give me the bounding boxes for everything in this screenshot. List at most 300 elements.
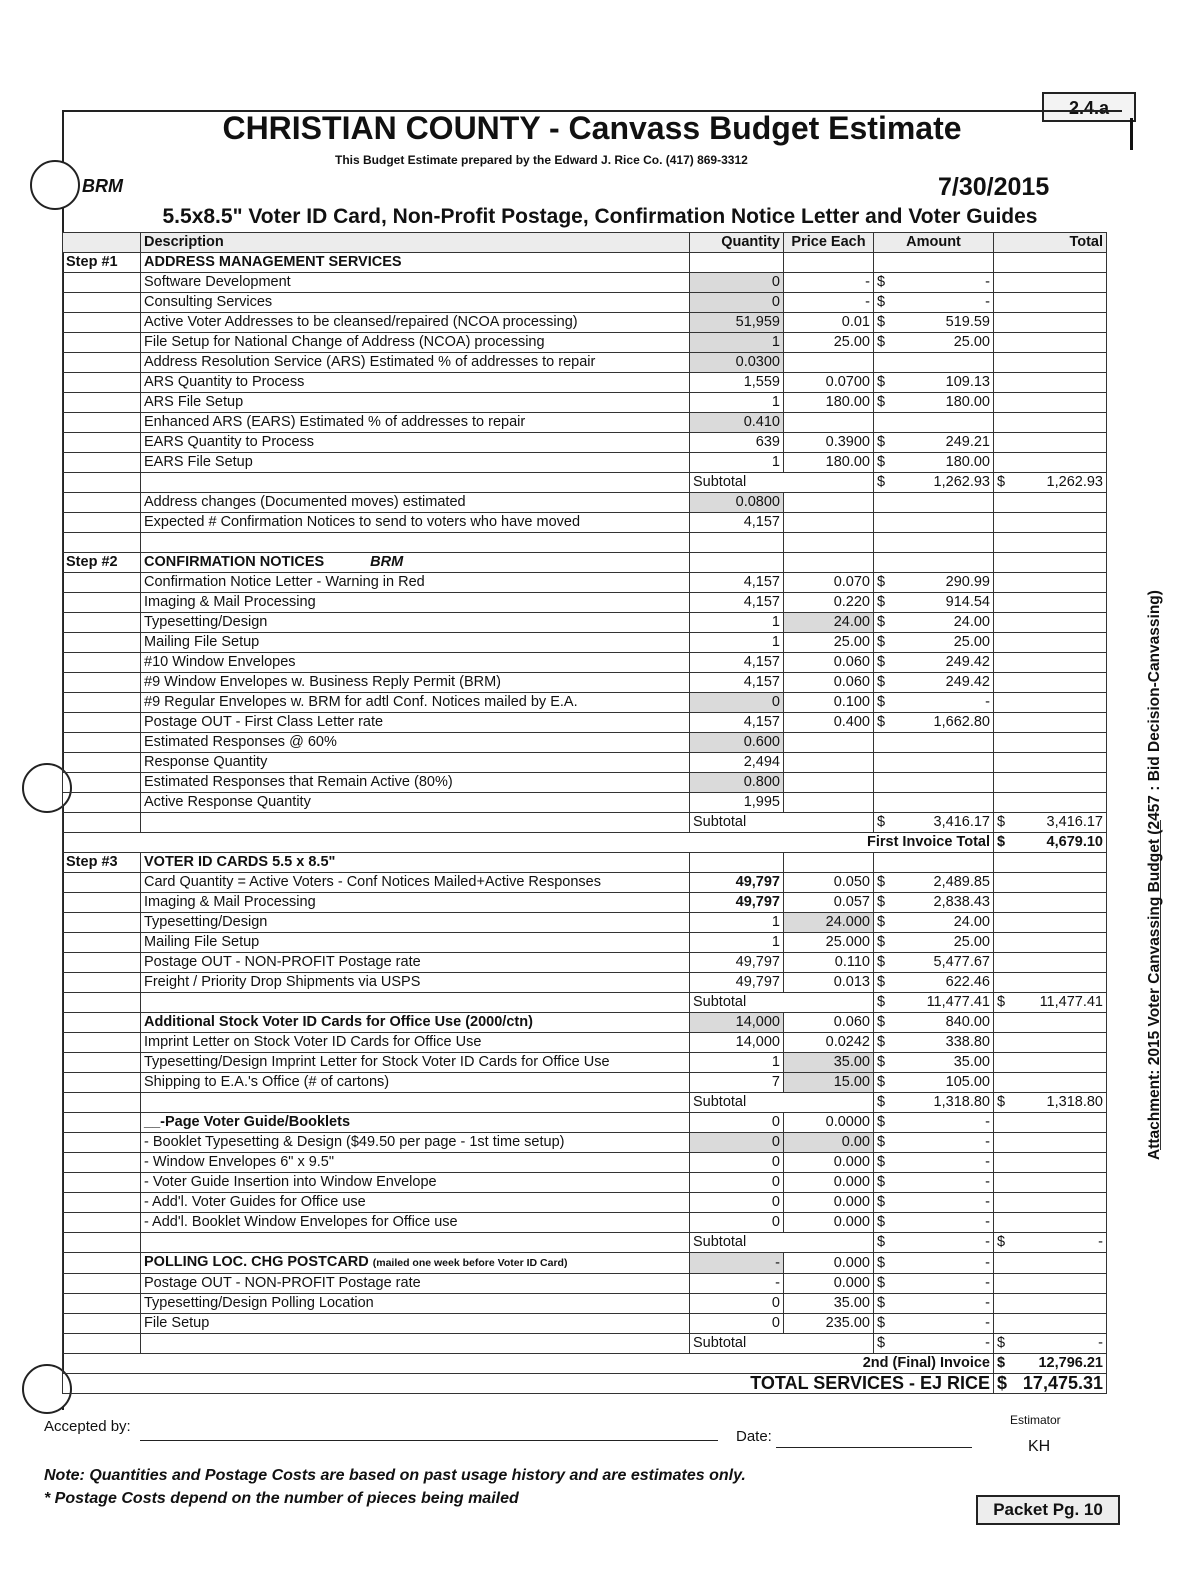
dollar-sign: $ bbox=[877, 934, 886, 950]
amount-value: 1,318.80 bbox=[933, 1094, 990, 1110]
description-cell bbox=[141, 733, 690, 753]
amount-cell bbox=[874, 773, 994, 793]
description-cell bbox=[141, 1334, 690, 1354]
price-cell bbox=[784, 793, 874, 813]
description-text: Active Voter Addresses to be cleansed/repaired (NCOA processing) bbox=[144, 314, 578, 330]
amount-value: - bbox=[985, 1295, 990, 1311]
dollar-sign: $ bbox=[877, 954, 886, 970]
total-cell bbox=[994, 553, 1107, 573]
amount-value: - bbox=[985, 274, 990, 290]
price-cell bbox=[784, 913, 874, 933]
description-cell bbox=[141, 1053, 690, 1073]
total-cell bbox=[994, 1153, 1107, 1173]
quantity-value: 7 bbox=[771, 1074, 780, 1090]
step-cell bbox=[63, 1113, 141, 1133]
invoice-total-text: 2nd (Final) Invoice bbox=[862, 1355, 990, 1371]
table-row bbox=[63, 673, 1107, 693]
amount-cell bbox=[874, 1053, 994, 1073]
step-cell bbox=[63, 873, 141, 893]
total-cell bbox=[994, 1053, 1107, 1073]
subtotal-label: Subtotal bbox=[693, 1335, 747, 1351]
dollar-sign: $ bbox=[877, 1295, 886, 1311]
amount-value: - bbox=[985, 694, 990, 710]
amount-cell bbox=[874, 1033, 994, 1053]
dollar-sign: $ bbox=[997, 1094, 1006, 1110]
estimator-label: Estimator bbox=[1010, 1413, 1061, 1427]
description-cell bbox=[141, 713, 690, 733]
table-row bbox=[63, 1253, 1107, 1274]
dollar-sign: $ bbox=[877, 334, 886, 350]
price-value: 180.00 bbox=[825, 454, 870, 470]
table-row bbox=[63, 633, 1107, 653]
description-cell bbox=[141, 453, 690, 473]
price-value: 0.057 bbox=[833, 894, 870, 910]
quantity-cell bbox=[690, 693, 784, 713]
price-value: 0.400 bbox=[833, 714, 870, 730]
step-cell bbox=[63, 1033, 141, 1053]
description-cell bbox=[141, 553, 690, 573]
description-text: Typesetting/Design Polling Location bbox=[144, 1295, 374, 1311]
amount-cell bbox=[874, 1113, 994, 1133]
packet-page: Packet Pg. 10 bbox=[976, 1495, 1120, 1525]
step-cell bbox=[63, 1013, 141, 1033]
total-cell bbox=[994, 393, 1107, 413]
price-value: 0.110 bbox=[834, 954, 870, 970]
total-cell bbox=[994, 1113, 1107, 1133]
description-text: Estimated Responses @ 60% bbox=[144, 734, 337, 750]
description-cell bbox=[141, 793, 690, 813]
price-value: 0.000 bbox=[833, 1194, 870, 1210]
description-text: Imprint Letter on Stock Voter ID Cards for Office Use bbox=[144, 1034, 482, 1050]
description-cell bbox=[141, 1133, 690, 1153]
quantity-value: 0 bbox=[771, 294, 780, 310]
table-row bbox=[63, 273, 1107, 293]
quantity-value: 1,995 bbox=[743, 794, 780, 810]
quantity-cell bbox=[690, 1153, 784, 1173]
price-value: 0.000 bbox=[833, 1214, 870, 1230]
total-cell bbox=[994, 313, 1107, 333]
description-text: VOTER ID CARDS 5.5 x 8.5" bbox=[144, 854, 336, 870]
amount-cell bbox=[874, 933, 994, 953]
total-value: - bbox=[1098, 1335, 1103, 1351]
description-cell bbox=[141, 1073, 690, 1093]
step-cell bbox=[63, 913, 141, 933]
step-cell bbox=[63, 733, 141, 753]
price-cell bbox=[784, 1274, 874, 1294]
step-cell bbox=[63, 893, 141, 913]
total-cell bbox=[994, 793, 1107, 813]
dollar-sign: $ bbox=[877, 714, 886, 730]
price-cell bbox=[784, 293, 874, 313]
description-cell bbox=[141, 273, 690, 293]
table-row bbox=[63, 533, 1107, 553]
table-row bbox=[63, 993, 1107, 1013]
price-cell bbox=[784, 1053, 874, 1073]
amount-value: 3,416.17 bbox=[933, 814, 990, 830]
amount-value: 249.21 bbox=[945, 434, 990, 450]
dollar-sign: $ bbox=[997, 1355, 1006, 1371]
header-amount: Amount bbox=[874, 233, 994, 253]
description-cell bbox=[141, 493, 690, 513]
table-row bbox=[63, 1334, 1107, 1354]
description-cell bbox=[141, 1213, 690, 1233]
quantity-cell bbox=[690, 493, 784, 513]
description-cell bbox=[141, 953, 690, 973]
amount-cell bbox=[874, 473, 994, 493]
step-cell bbox=[63, 1334, 141, 1354]
description-text: Confirmation Notice Letter - Warning in Red bbox=[144, 574, 425, 590]
total-value: 11,477.41 bbox=[1039, 994, 1103, 1010]
total-cell bbox=[994, 933, 1107, 953]
dollar-sign: $ bbox=[877, 654, 886, 670]
dollar-sign: $ bbox=[877, 1315, 886, 1331]
table-row bbox=[63, 773, 1107, 793]
price-value: 0.050 bbox=[833, 874, 870, 890]
total-cell bbox=[994, 493, 1107, 513]
quantity-cell bbox=[690, 273, 784, 293]
table-row bbox=[63, 313, 1107, 333]
total-cell bbox=[994, 733, 1107, 753]
amount-value: 914.54 bbox=[945, 594, 990, 610]
dollar-sign: $ bbox=[997, 474, 1006, 490]
quantity-cell bbox=[690, 973, 784, 993]
description-cell bbox=[141, 893, 690, 913]
price-cell bbox=[784, 313, 874, 333]
brm-label: BRM bbox=[82, 176, 123, 196]
price-cell bbox=[784, 273, 874, 293]
table-row bbox=[63, 1053, 1107, 1073]
amount-value: 25.00 bbox=[953, 634, 990, 650]
table-row bbox=[63, 613, 1107, 633]
amount-cell bbox=[874, 1133, 994, 1153]
price-cell bbox=[784, 753, 874, 773]
price-value: - bbox=[865, 294, 870, 310]
quantity-value: 4,157 bbox=[743, 594, 780, 610]
price-value: 25.000 bbox=[825, 934, 870, 950]
header-description: Description bbox=[141, 233, 690, 253]
total-value: 1,318.80 bbox=[1046, 1094, 1103, 1110]
description-cell bbox=[141, 593, 690, 613]
table-row bbox=[63, 1073, 1107, 1093]
price-value: 0.013 bbox=[833, 974, 870, 990]
amount-value: - bbox=[985, 1174, 990, 1190]
price-value: 24.00 bbox=[833, 614, 870, 630]
amount-cell bbox=[874, 393, 994, 413]
quantity-cell bbox=[690, 793, 784, 813]
table-row bbox=[63, 473, 1107, 493]
total-cell bbox=[994, 413, 1107, 433]
quantity-cell bbox=[690, 673, 784, 693]
amount-value: - bbox=[985, 1214, 990, 1230]
quantity-cell bbox=[690, 1294, 784, 1314]
quantity-cell bbox=[690, 1013, 784, 1033]
dollar-sign: $ bbox=[877, 1214, 886, 1230]
total-cell bbox=[994, 533, 1107, 553]
description-text: - Window Envelopes 6" x 9.5" bbox=[144, 1154, 335, 1170]
quantity-value: 0.0300 bbox=[735, 354, 780, 370]
total-cell bbox=[994, 853, 1107, 873]
quantity-cell bbox=[690, 773, 784, 793]
table-row bbox=[63, 1354, 1107, 1374]
description-cell bbox=[141, 693, 690, 713]
step-cell bbox=[63, 593, 141, 613]
quantity-value: - bbox=[775, 1254, 780, 1271]
step-cell bbox=[63, 653, 141, 673]
quantity-value: 0.600 bbox=[743, 734, 780, 750]
total-cell bbox=[994, 613, 1107, 633]
description-text: Active Response Quantity bbox=[144, 794, 311, 810]
total-cell bbox=[994, 1253, 1107, 1274]
price-cell bbox=[784, 593, 874, 613]
step-cell bbox=[63, 1253, 141, 1274]
description-cell bbox=[141, 253, 690, 273]
description-cell bbox=[141, 413, 690, 433]
total-cell bbox=[994, 713, 1107, 733]
table-row bbox=[63, 753, 1107, 773]
total-cell bbox=[994, 1233, 1107, 1253]
description-text: Typesetting/Design bbox=[144, 914, 268, 930]
description-cell bbox=[141, 1294, 690, 1314]
table-row bbox=[63, 1374, 1107, 1394]
table-row bbox=[63, 853, 1107, 873]
description-cell bbox=[141, 433, 690, 453]
price-value: 35.00 bbox=[833, 1295, 870, 1311]
step-cell bbox=[63, 973, 141, 993]
amount-cell bbox=[874, 353, 994, 373]
subtotal-label: Subtotal bbox=[693, 814, 747, 830]
table-row bbox=[63, 493, 1107, 513]
amount-value: - bbox=[985, 1154, 990, 1170]
amount-cell bbox=[874, 373, 994, 393]
amount-value: 2,838.43 bbox=[933, 894, 990, 910]
amount-cell bbox=[874, 593, 994, 613]
quantity-value: 0 bbox=[771, 1134, 780, 1150]
quantity-value: 51,959 bbox=[735, 314, 780, 330]
amount-cell bbox=[874, 873, 994, 893]
price-value: 0.3900 bbox=[825, 434, 870, 450]
total-cell bbox=[994, 773, 1107, 793]
step-label: Step #1 bbox=[66, 254, 118, 270]
step-cell bbox=[63, 373, 141, 393]
price-cell bbox=[784, 873, 874, 893]
subtotal-label: Subtotal bbox=[693, 1234, 747, 1250]
total-cell bbox=[994, 673, 1107, 693]
price-value: 0.000 bbox=[833, 1174, 870, 1190]
table-row bbox=[63, 453, 1107, 473]
dollar-sign: $ bbox=[877, 1074, 886, 1090]
price-cell bbox=[784, 1314, 874, 1334]
step-cell bbox=[63, 693, 141, 713]
description-text: ARS File Setup bbox=[144, 394, 244, 410]
quantity-cell bbox=[690, 953, 784, 973]
document-tag: 2.4.a bbox=[1042, 92, 1136, 122]
price-cell bbox=[784, 333, 874, 353]
description-cell bbox=[141, 933, 690, 953]
invoice-total-text: TOTAL SERVICES - EJ RICE bbox=[750, 1373, 990, 1393]
quantity-cell bbox=[690, 653, 784, 673]
quantity-cell bbox=[690, 1193, 784, 1213]
description-cell bbox=[141, 1253, 690, 1274]
table-row bbox=[63, 593, 1107, 613]
table-row bbox=[63, 733, 1107, 753]
dollar-sign: $ bbox=[877, 594, 886, 610]
step-cell bbox=[63, 353, 141, 373]
table-row bbox=[63, 713, 1107, 733]
description-text: ARS Quantity to Process bbox=[144, 374, 305, 390]
total-cell bbox=[994, 1354, 1107, 1374]
price-cell bbox=[784, 573, 874, 593]
total-cell bbox=[994, 453, 1107, 473]
amount-value: 180.00 bbox=[945, 454, 990, 470]
amount-cell bbox=[874, 573, 994, 593]
table-row bbox=[63, 893, 1107, 913]
description-text: Expected # Confirmation Notices to send to voters who have moved bbox=[144, 514, 581, 530]
step-cell bbox=[63, 553, 141, 573]
quantity-cell bbox=[690, 253, 784, 273]
total-cell bbox=[994, 993, 1107, 1013]
description-cell bbox=[141, 773, 690, 793]
price-cell bbox=[784, 353, 874, 373]
amount-value: 519.59 bbox=[945, 314, 990, 330]
table-row bbox=[63, 813, 1107, 833]
invoice-total-label bbox=[63, 833, 994, 853]
table-row bbox=[63, 953, 1107, 973]
amount-cell bbox=[874, 1274, 994, 1294]
description-text: - Add'l. Voter Guides for Office use bbox=[144, 1194, 366, 1210]
amount-cell bbox=[874, 673, 994, 693]
description-text: Typesetting/Design Imprint Letter for Stock Voter ID Cards for Office Use bbox=[144, 1054, 610, 1070]
dollar-sign: $ bbox=[877, 374, 886, 390]
price-value: 0.000 bbox=[833, 1154, 870, 1170]
step-cell bbox=[63, 1314, 141, 1334]
dollar-sign: $ bbox=[997, 1234, 1006, 1250]
quantity-value: 1,559 bbox=[743, 374, 780, 390]
description-text: Enhanced ARS (EARS) Estimated % of addresses to repair bbox=[144, 414, 526, 430]
table-row bbox=[63, 913, 1107, 933]
description-text: Software Development bbox=[144, 274, 291, 290]
description-text: Postage OUT - NON-PROFIT Postage rate bbox=[144, 1275, 421, 1291]
dollar-sign: $ bbox=[877, 674, 886, 690]
quantity-value: 1 bbox=[771, 1054, 780, 1070]
bracket-mark bbox=[1130, 118, 1133, 150]
amount-cell bbox=[874, 413, 994, 433]
step-cell bbox=[63, 513, 141, 533]
quantity-value: 14,000 bbox=[735, 1034, 780, 1050]
total-cell bbox=[994, 353, 1107, 373]
step-cell bbox=[63, 253, 141, 273]
total-cell bbox=[994, 693, 1107, 713]
step-cell bbox=[63, 1093, 141, 1113]
table-row bbox=[63, 933, 1107, 953]
amount-value: 622.46 bbox=[945, 974, 990, 990]
description-cell bbox=[141, 1093, 690, 1113]
price-value: 0.000 bbox=[833, 1275, 870, 1291]
step-cell bbox=[63, 1213, 141, 1233]
amount-value: 35.00 bbox=[953, 1054, 990, 1070]
amount-cell bbox=[874, 1153, 994, 1173]
table-row bbox=[63, 973, 1107, 993]
step-cell bbox=[63, 273, 141, 293]
step-cell bbox=[63, 473, 141, 493]
dollar-sign: $ bbox=[877, 1114, 886, 1130]
description-cell bbox=[141, 293, 690, 313]
total-cell bbox=[994, 953, 1107, 973]
quantity-cell bbox=[690, 453, 784, 473]
amount-value: 11,477.41 bbox=[926, 994, 990, 1010]
dollar-sign: $ bbox=[877, 1094, 886, 1110]
amount-value: - bbox=[985, 1134, 990, 1150]
table-row bbox=[63, 1314, 1107, 1334]
step-cell bbox=[63, 1153, 141, 1173]
price-cell bbox=[784, 253, 874, 273]
quantity-value: 1 bbox=[771, 394, 780, 410]
step-cell bbox=[63, 293, 141, 313]
description-text: Mailing File Setup bbox=[144, 934, 260, 950]
amount-value: - bbox=[985, 1194, 990, 1210]
amount-cell bbox=[874, 1334, 994, 1354]
amount-cell bbox=[874, 1173, 994, 1193]
quantity-cell bbox=[690, 533, 784, 553]
amount-value: 1,662.80 bbox=[933, 714, 990, 730]
step-cell bbox=[63, 1193, 141, 1213]
quantity-cell bbox=[690, 713, 784, 733]
dollar-sign: $ bbox=[877, 914, 886, 930]
price-cell bbox=[784, 613, 874, 633]
description-text: Shipping to E.A.'s Office (# of cartons) bbox=[144, 1074, 390, 1090]
quantity-value: 0 bbox=[771, 1295, 780, 1311]
step-cell bbox=[63, 933, 141, 953]
table-row bbox=[63, 1193, 1107, 1213]
quantity-cell bbox=[690, 933, 784, 953]
amount-value: 249.42 bbox=[945, 674, 990, 690]
amount-value: - bbox=[985, 1335, 990, 1351]
description-note: (mailed one week before Voter ID Card) bbox=[372, 1257, 568, 1269]
quantity-cell bbox=[690, 593, 784, 613]
description-cell bbox=[141, 633, 690, 653]
amount-value: 109.13 bbox=[945, 374, 990, 390]
step-cell bbox=[63, 673, 141, 693]
price-value: 0.060 bbox=[833, 1014, 870, 1030]
dollar-sign: $ bbox=[877, 1034, 886, 1050]
step-cell bbox=[63, 633, 141, 653]
step-cell bbox=[63, 433, 141, 453]
amount-value: 338.80 bbox=[945, 1034, 990, 1050]
amount-value: 25.00 bbox=[953, 334, 990, 350]
step-cell bbox=[63, 813, 141, 833]
price-cell bbox=[784, 413, 874, 433]
price-value: 0.0700 bbox=[825, 374, 870, 390]
quantity-cell bbox=[690, 1314, 784, 1334]
quantity-value: 4,157 bbox=[743, 514, 780, 530]
estimate-table bbox=[62, 232, 1107, 1394]
total-cell bbox=[994, 573, 1107, 593]
table-row bbox=[63, 353, 1107, 373]
quantity-cell bbox=[690, 893, 784, 913]
description-text: #9 Window Envelopes w. Business Reply Permit (BRM) bbox=[144, 674, 501, 690]
step-cell bbox=[63, 533, 141, 553]
description-cell bbox=[141, 373, 690, 393]
price-cell bbox=[784, 693, 874, 713]
quantity-value: 0 bbox=[771, 1194, 780, 1210]
dollar-sign: $ bbox=[877, 1154, 886, 1170]
step-cell bbox=[63, 453, 141, 473]
description-text: #9 Regular Envelopes w. BRM for adtl Conf. Notices mailed by E.A. bbox=[144, 694, 578, 710]
amount-cell bbox=[874, 1013, 994, 1033]
total-cell bbox=[994, 273, 1107, 293]
price-cell bbox=[784, 1073, 874, 1093]
price-cell bbox=[784, 1213, 874, 1233]
table-row bbox=[63, 393, 1107, 413]
